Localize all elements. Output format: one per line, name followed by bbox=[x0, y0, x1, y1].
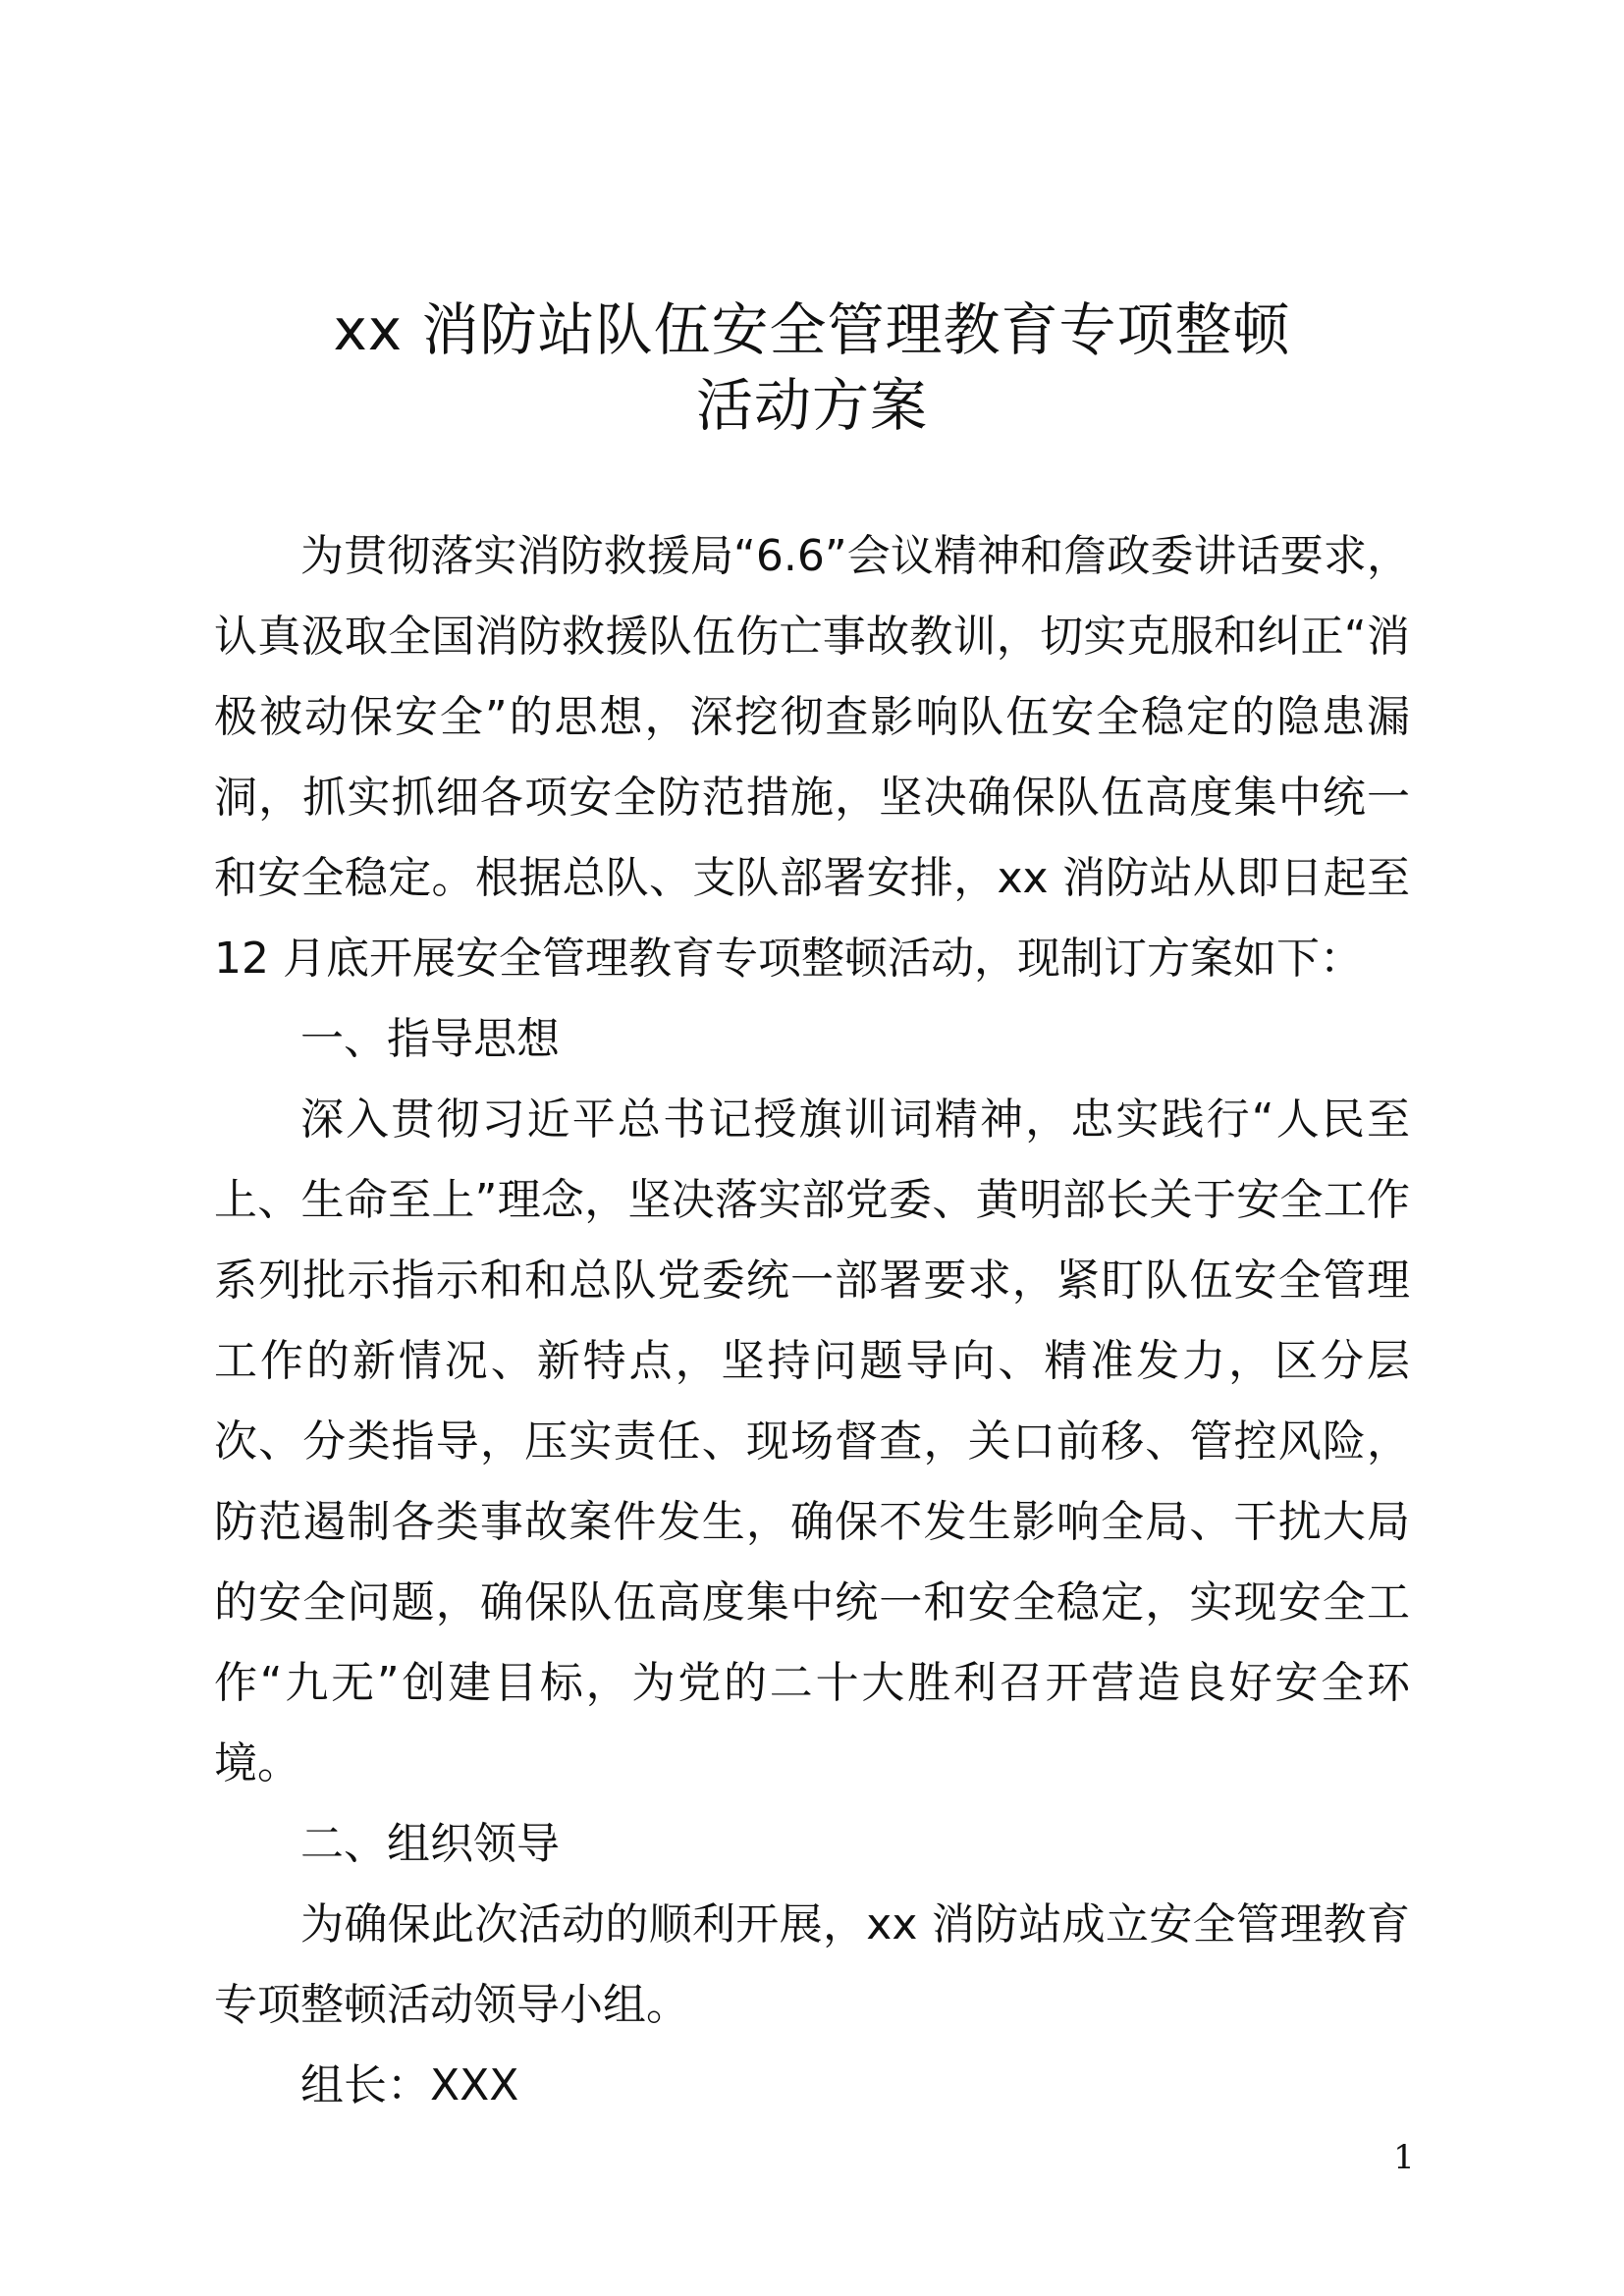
page-number: 1 bbox=[1393, 2138, 1415, 2177]
team-leader-line: 组长：XXX bbox=[300, 2060, 519, 2110]
document-body bbox=[214, 516, 1410, 2126]
section-heading-organization: 二、组织领导 bbox=[300, 1819, 560, 1869]
intro-paragraph: 为贯彻落实消防救援局“6.6”会议精神和詹政委讲话要求，认真汲取全国消防救援队伍伤亡事故教训，切实克服和纠正“消极被动保安全”的思想，深挖彻查影响队伍安全稳定的隐患漏洞，抓实抓细各项安全防范措施，坚决确保队伍高度集中统一和安全稳定。根据总队、支队部署安排，xx 消防站从即日起至 12 月底开展安全管理教育专项整顿活动，现制订方案如下： bbox=[214, 531, 1410, 984]
section-heading-guiding-ideology: 一、指导思想 bbox=[300, 1014, 560, 1064]
document-title-line-1: xx 消防站队伍安全管理教育专项整顿 bbox=[333, 296, 1291, 363]
organization-paragraph: 为确保此次活动的顺利开展，xx 消防站成立安全管理教育专项整顿活动领导小组。 bbox=[214, 1899, 1410, 2030]
document-title-line-2: 活动方案 bbox=[695, 372, 928, 439]
guiding-ideology-paragraph: 深入贯彻习近平总书记授旗训词精神，忠实践行“人民至上、生命至上”理念，坚决落实部党委、黄明部长关于安全工作系列批示指示和和总队党委统一部署要求，紧盯队伍安全管理工作的新情况、新特点，坚持问题导向、精准发力，区分层次、分类指导，压实责任、现场督查，关口前移、管控风险，防范遏制各类事故案件发生，确保不发生影响全局、干扰大局的安全问题，确保队伍高度集中统一和安全稳定，实现安全工作“九无”创建目标，为党的二十大胜利召开营造良好安全环境。 bbox=[214, 1095, 1410, 1789]
